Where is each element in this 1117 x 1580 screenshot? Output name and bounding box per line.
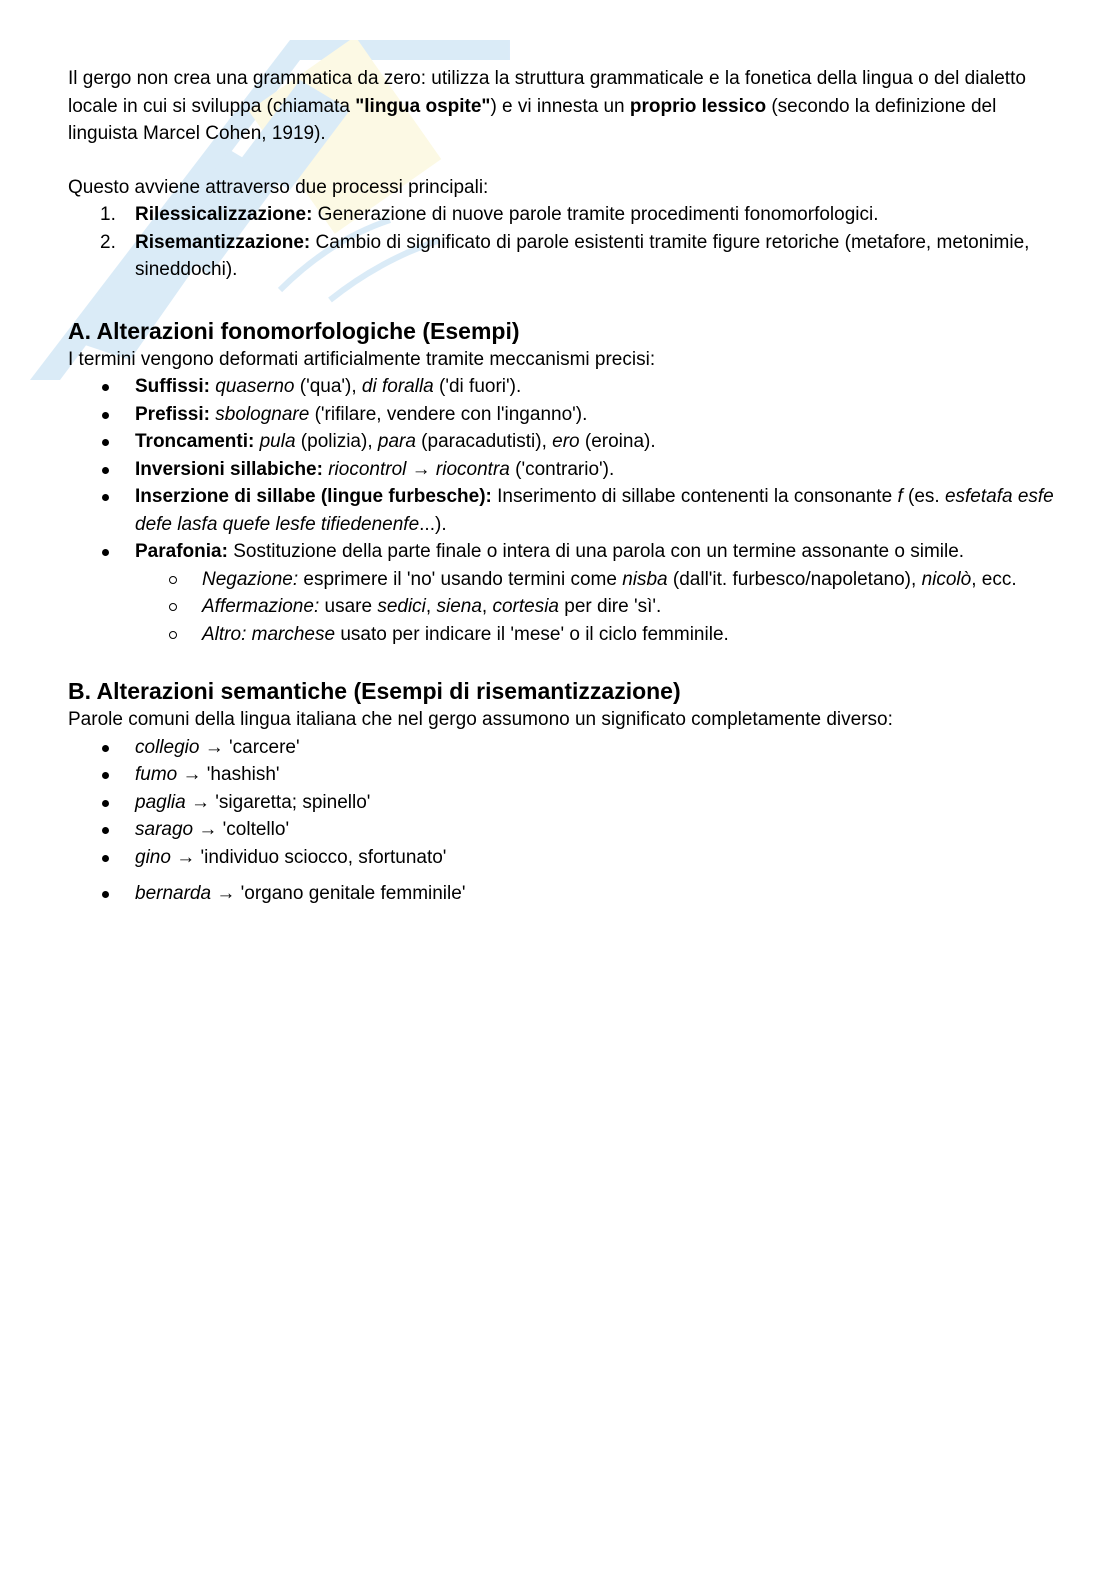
gergo-meaning: → 'organo genitale femminile' — [211, 883, 466, 904]
example: quaserno — [215, 376, 295, 397]
section-a-list — [68, 373, 1058, 648]
intro-text-3: (secondo la definizione del linguista Marcel Cohen, 1919). — [68, 95, 997, 144]
bullet-icon — [102, 549, 109, 556]
text: , — [481, 596, 493, 617]
section-b-list — [68, 734, 1058, 908]
section-b-heading: B. Alterazioni semantiche (Esempi di risemantizzazione) — [68, 678, 681, 704]
processes-lead: Questo avviene attraverso due processi principali: — [68, 176, 489, 198]
intro-text-1: Il gergo non crea una grammatica da zero: utilizza la struttura grammaticale e la fonetica della lingua o del dialetto locale in cui si sviluppa (chiamata — [68, 68, 1026, 117]
text: ('rifilare, vendere con l'inganno'). — [309, 403, 588, 425]
text: Sostituzione della parte finale o intera di una parola con un termine assonante o simile. — [227, 541, 965, 562]
bullet-icon — [102, 745, 109, 752]
bullet-icon — [102, 891, 109, 898]
text: (es. — [902, 486, 945, 507]
text: (paracadutisti), — [415, 431, 553, 452]
text: ...). — [419, 513, 447, 535]
section-a-heading: A. Alterazioni fonomorfologiche (Esempi) — [68, 317, 520, 344]
list-item-inversioni — [68, 456, 1058, 484]
processes-list — [68, 201, 1058, 284]
intro-text-2: ) e vi innesta un — [490, 95, 630, 117]
bullet-icon — [102, 494, 109, 501]
section-b-lead: Parole comuni della lingua italiana che nel gergo assumono un significato completamente diverso: — [68, 709, 893, 730]
bullet-icon — [102, 412, 109, 419]
example: esfetafa esfe defe lasfa quefe lesfe tifiedenenfe — [135, 486, 1054, 535]
term: Prefissi: — [135, 403, 210, 425]
gergo-meaning: → 'sigaretta; spinello' — [185, 791, 371, 813]
text: usato per indicare il 'mese' o il ciclo femminile. — [335, 623, 729, 645]
bullet-icon — [102, 439, 109, 446]
example: Negazione: — [202, 568, 299, 590]
circle-bullet-icon — [169, 631, 177, 639]
example: siena — [436, 596, 482, 617]
list-item-inserzione — [68, 483, 1058, 538]
sublist-item-negazione — [68, 566, 1058, 594]
term: Suffissi: — [135, 376, 210, 397]
list-item-parafonia — [68, 538, 1058, 566]
gergo-word: paglia — [135, 791, 186, 813]
intro-paragraph — [68, 65, 1058, 148]
gergo-word: bernarda — [135, 883, 212, 904]
process-text: Cambio di significato di parole esistenti tramite figure retoriche (metafore, metonimie, sineddochi). — [135, 231, 1030, 280]
text: Inserimento di sillabe contenenti la consonante — [491, 486, 898, 507]
gergo-word: collegio — [135, 736, 200, 758]
text: usare — [319, 596, 378, 617]
text: per dire 'sì'. — [558, 596, 662, 617]
list-item-suffissi — [68, 373, 1058, 401]
term: Inversioni sillabiche: — [135, 458, 323, 480]
example: sbolognare — [215, 403, 310, 425]
text: ('qua'), — [294, 376, 362, 397]
bullet-icon — [102, 384, 109, 391]
circle-bullet-icon — [169, 576, 177, 584]
text: esprimere il 'no' usando termini come — [298, 568, 623, 590]
sublist-item-altro — [68, 621, 1058, 649]
list-item-troncamenti — [68, 428, 1058, 456]
example: cortesia — [492, 596, 559, 617]
example: sedici — [377, 596, 426, 617]
example: Affermazione: — [202, 596, 320, 617]
term: Inserzione di sillabe (lingue furbesche): — [135, 486, 492, 507]
gergo-meaning: → 'coltello' — [193, 819, 290, 840]
example: di foralla — [361, 376, 434, 397]
bullet-icon — [102, 467, 109, 474]
list-item — [68, 761, 1058, 789]
gergo-meaning: → 'individuo sciocco, sfortunato' — [170, 846, 447, 868]
bullet-icon — [102, 800, 109, 807]
example: riocontrol → riocontra — [328, 458, 510, 480]
example: para — [377, 431, 416, 452]
list-number: 2. — [100, 231, 116, 253]
gergo-meaning: → 'carcere' — [199, 736, 300, 758]
example: nicolò — [921, 568, 972, 590]
circle-bullet-icon — [169, 603, 177, 611]
list-number: 1. — [100, 204, 116, 225]
text: ('di fuori'). — [433, 376, 522, 397]
text: (polizia), — [295, 431, 378, 452]
text: (eroina). — [579, 431, 656, 452]
list-item — [68, 816, 1058, 844]
term: Parafonia: — [135, 541, 228, 562]
example: ero — [552, 431, 580, 452]
list-item-prefissi — [68, 401, 1058, 429]
intro-bold-lingua-ospite: "lingua ospite" — [355, 95, 491, 117]
intro-bold-proprio-lessico: proprio lessico — [629, 95, 767, 117]
section-a-lead: I termini vengono deformati artificialmente tramite meccanismi precisi: — [68, 348, 656, 370]
gergo-meaning: → 'hashish' — [177, 764, 280, 785]
gergo-word: gino — [135, 846, 171, 868]
bullet-icon — [102, 827, 109, 834]
gergo-word: fumo — [135, 764, 178, 785]
term: Troncamenti: — [135, 431, 255, 452]
process-term: Risemantizzazione: — [135, 231, 311, 253]
text: ('contrario'). — [509, 458, 615, 480]
text: , — [425, 596, 437, 617]
list-item — [68, 880, 1058, 908]
process-text: Generazione di nuove parole tramite procedimenti fonomorfologici. — [312, 204, 879, 225]
example: nisba — [622, 568, 668, 590]
example: pula — [259, 431, 296, 452]
process-term: Rilessicalizzazione: — [135, 204, 313, 225]
text: , ecc. — [971, 568, 1017, 590]
bullet-icon — [102, 772, 109, 779]
bullet-icon — [102, 855, 109, 862]
document-page — [68, 65, 1058, 908]
list-item — [68, 789, 1058, 817]
sublist-item-affermazione — [68, 593, 1058, 621]
example: f — [897, 486, 903, 507]
list-item — [68, 734, 1058, 762]
process-item — [68, 229, 1058, 284]
gergo-word: sarago — [135, 819, 194, 840]
list-item — [68, 844, 1058, 872]
text: (dall'it. furbesco/napoletano), — [667, 568, 922, 590]
process-item — [68, 201, 1058, 229]
example: Altro: marchese — [202, 623, 336, 645]
